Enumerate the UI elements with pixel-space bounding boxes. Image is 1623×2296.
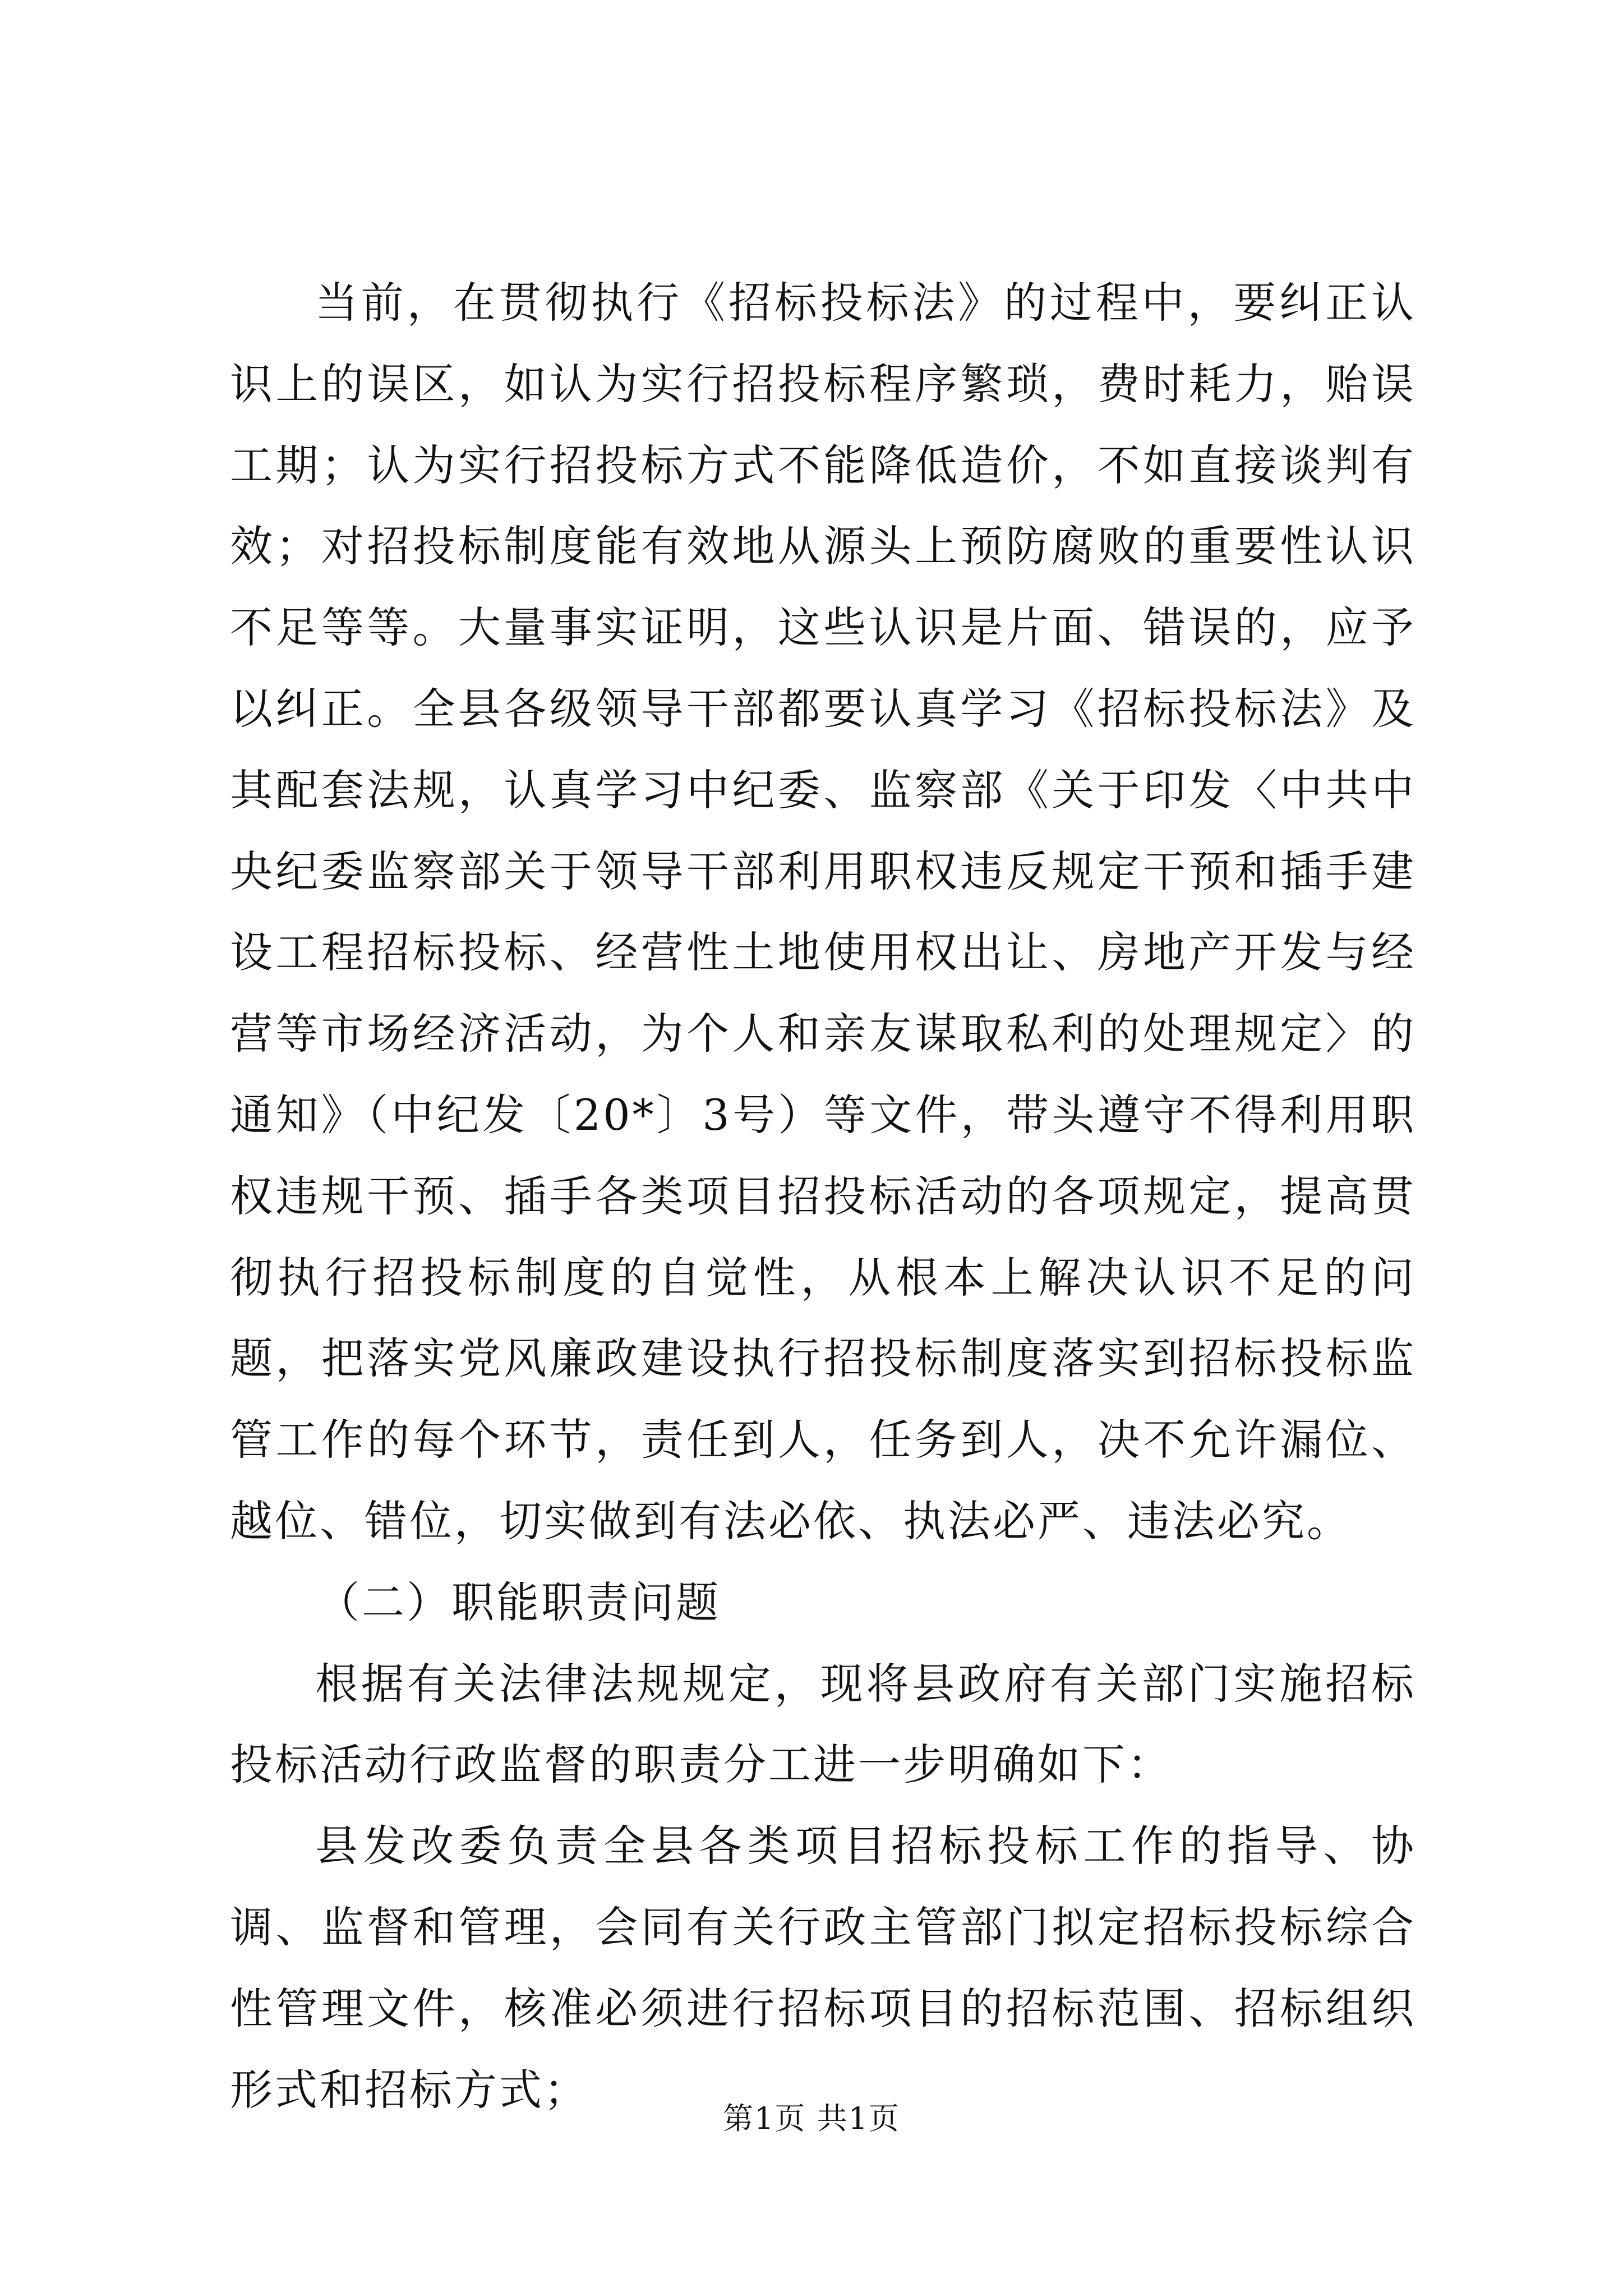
page-footer: 第1页 共1页 bbox=[723, 2101, 900, 2136]
paragraph-awareness: 当前，在贯彻执行《招标投标法》的过程中，要纠正认识上的误区，如认为实行招投标程序繁琐，费时耗力，贻误工期；认为实行招投标方式不能降低造价，不如直接谈判有效；对招投标制度能有效地从源头上预防腐败的重要性认识不足等等。大量事实证明，这些认识是片面、错误的，应予以纠正。全县各级领导干部都要认真学习《招标投标法》及其配套法规，认真学习中纪委、监察部《关于印发〈中共中央纪委监察部关于领导干部利用职权违反规定干预和插手建设工程招标投标、经营性土地使用权出让、房地产开发与经营等市场经济活动，为个人和亲友谋取私利的处理规定〉的通知》（中纪发〔20*〕3号）等文件，带头遵守不得利用职权违规干预、插手各类项目招投标活动的各项规定，提高贯彻执行招投标制度的自觉性，从根本上解决认识不足的问题，把落实党风廉政建设执行招投标制度落实到招标投标监管工作的每个环节，责任到人，任务到人，决不允许漏位、越位、错位，切实做到有法必依、执法必严、违法必究。 bbox=[230, 278, 1416, 1546]
section-heading-duties: （二）职能职责问题 bbox=[317, 1577, 721, 1627]
paragraph-development-commission: 县发改委负责全县各类项目招标投标工作的指导、协调、监督和管理，会同有关行政主管部门拟定招标投标综合性管理文件，核准必须进行招标项目的招标范围、招标组织形式和招标方式； bbox=[230, 1821, 1416, 2115]
document-body bbox=[230, 263, 1416, 2131]
paragraph-duty-intro: 根据有关法律法规规定，现将县政府有关部门实施招标投标活动行政监督的职责分工进一步明确如下： bbox=[230, 1658, 1416, 1790]
